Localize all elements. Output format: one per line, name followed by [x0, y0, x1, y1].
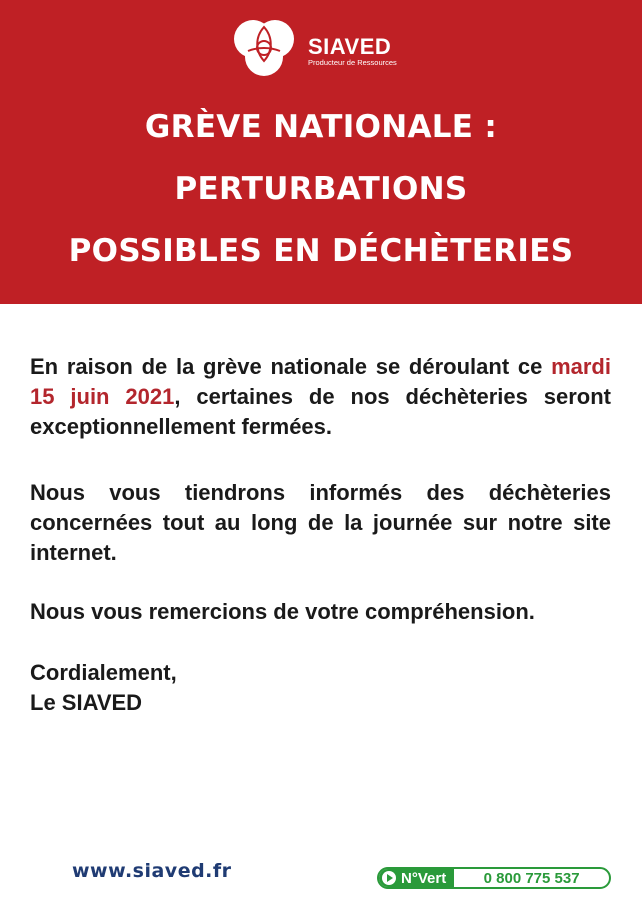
title-line-3: POSSIBLES EN DÉCHÈTERIES: [68, 233, 574, 269]
paragraph-thanks: Nous vous remercions de votre compréhension.: [30, 599, 535, 624]
title-line-1: GRÈVE NATIONALE :: [144, 109, 498, 145]
logo-tagline: Producteur de Ressources: [308, 58, 397, 67]
announcement-date: mardi 15 juin 2021: [30, 354, 611, 409]
numero-vert-number: 0 800 775 537: [483, 869, 580, 887]
announcement-end: , certaines de nos déchèteries seront exceptionnellement fermées.: [30, 384, 611, 439]
page-title: [0, 104, 642, 290]
announcement-start: En raison de la grève nationale se déroulant ce: [30, 354, 543, 379]
closing: [30, 658, 611, 718]
signature: Le SIAVED: [30, 690, 143, 715]
numero-vert-label-box: [379, 869, 454, 887]
paragraph-info: Nous vous tiendrons informés des déchèteries concernées tout au long de la journée sur notre site internet.: [30, 480, 611, 565]
website-link[interactable]: www.siaved.fr: [72, 860, 232, 882]
title-line-2: PERTURBATIONS: [174, 171, 468, 207]
closing-salutation: Cordialement,: [30, 660, 177, 685]
header-banner: [0, 0, 642, 304]
paragraph-announcement: [30, 352, 611, 442]
arrow-right-icon: [382, 871, 396, 885]
siaved-logo-icon: [230, 17, 298, 79]
numero-vert-label: N°Vert: [401, 869, 447, 887]
numero-vert-badge[interactable]: [377, 867, 611, 889]
logo-name: SIAVED: [308, 34, 392, 59]
